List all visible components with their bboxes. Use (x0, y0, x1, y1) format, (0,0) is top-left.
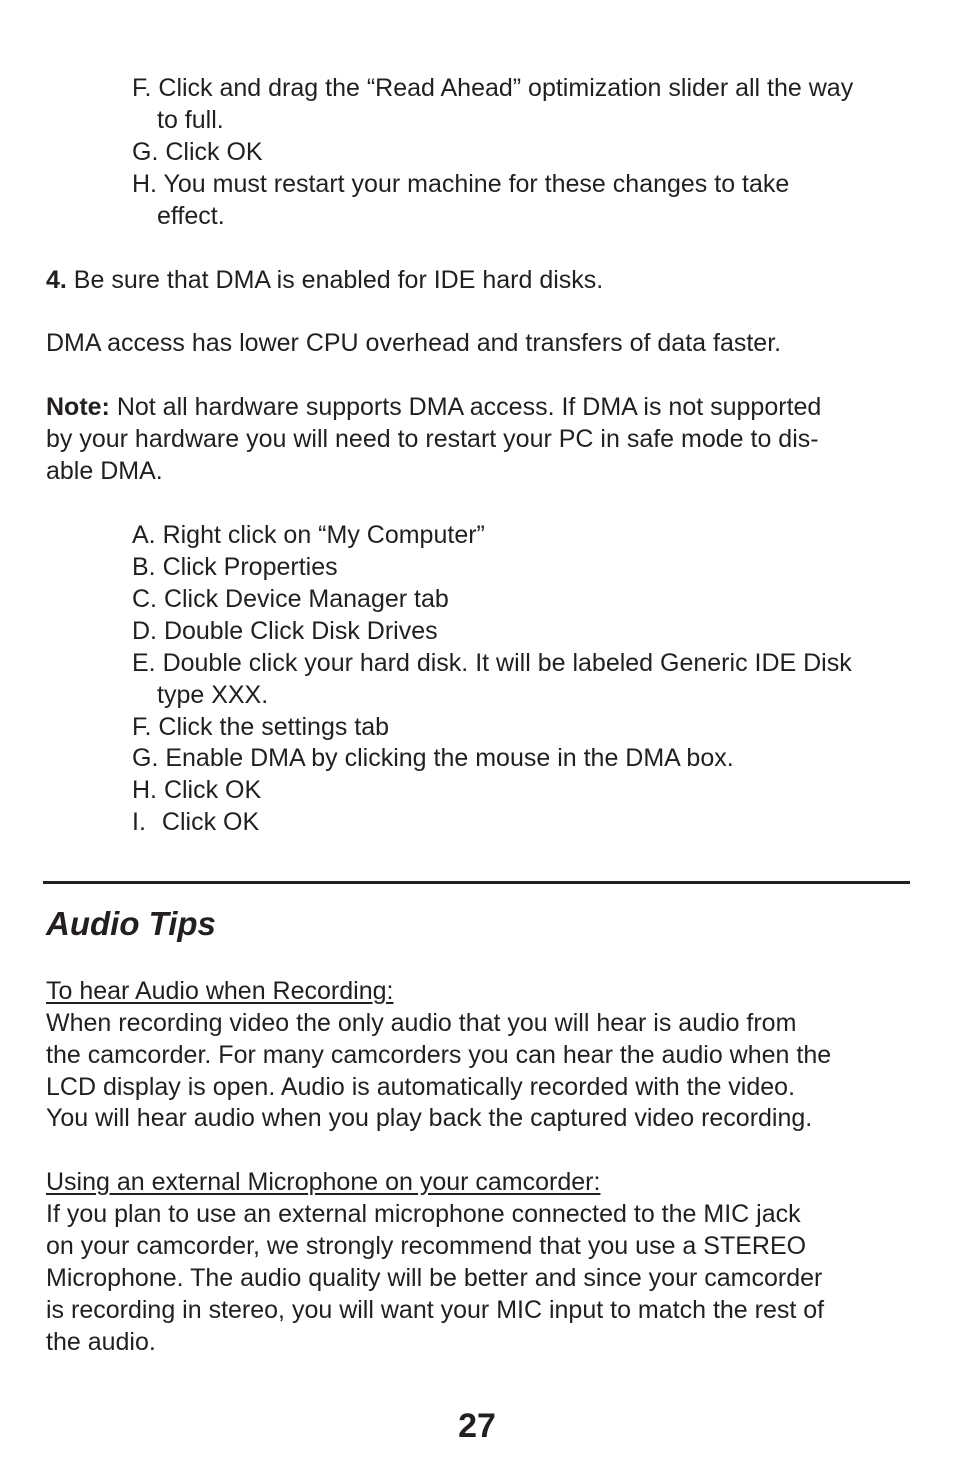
dma-step-e: E. Double click your hard disk. It will be labeled Generic IDE Disk (132, 649, 852, 677)
item-4-text: Be sure that DMA is enabled for IDE hard disks. (66, 266, 604, 294)
dma-step-e-continuation: type XXX. (157, 681, 269, 709)
audio-recording-heading: To hear Audio when Recording: (46, 977, 394, 1005)
section-divider (43, 881, 910, 884)
step-f-continuation: to full. (157, 106, 224, 134)
step-f-read-ahead: F. Click and drag the “Read Ahead” optimization slider all the way (132, 74, 854, 102)
audio-recording-line-3: LCD display is open. Audio is automatically recorded with the video. (46, 1073, 796, 1101)
external-mic-line-2: on your camcorder, we strongly recommend that you use a STEREO (46, 1232, 807, 1260)
dma-step-h: H. Click OK (132, 776, 262, 804)
step-h-continuation: effect. (157, 202, 225, 230)
dma-step-g: G. Enable DMA by clicking the mouse in the DMA box. (132, 744, 734, 772)
audio-recording-line-2: the camcorder. For many camcorders you can hear the audio when the (46, 1041, 832, 1069)
page-number: 27 (458, 1407, 496, 1445)
note-text-1: Not all hardware supports DMA access. If DMA is not supported (109, 393, 822, 421)
external-mic-line-5: the audio. (46, 1328, 156, 1356)
external-mic-line-1: If you plan to use an external microphone connected to the MIC jack (46, 1200, 801, 1228)
dma-step-a: A. Right click on “My Computer” (132, 521, 485, 549)
note-label: Note: (46, 393, 110, 421)
note-line-3: able DMA. (46, 457, 163, 485)
dma-step-b: B. Click Properties (132, 553, 338, 581)
audio-recording-line-1: When recording video the only audio that you will hear is audio from (46, 1009, 797, 1037)
step-g-click-ok: G. Click OK (132, 138, 263, 166)
external-mic-heading: Using an external Microphone on your camcorder: (46, 1168, 601, 1196)
note-line-1 (46, 391, 821, 423)
external-mic-line-4: is recording in stereo, you will want your MIC input to match the rest of (46, 1296, 825, 1324)
audio-recording-line-4: You will hear audio when you play back the captured video recording. (46, 1104, 813, 1132)
dma-step-f: F. Click the settings tab (132, 713, 390, 741)
item-4 (46, 264, 603, 296)
section-title: Audio Tips (46, 905, 216, 942)
dma-step-i-text: Click OK (161, 808, 260, 836)
step-h-restart: H. You must restart your machine for these changes to take (132, 170, 790, 198)
dma-step-i-letter: I. (132, 808, 146, 836)
dma-step-c: C. Click Device Manager tab (132, 585, 449, 613)
dma-step-d: D. Double Click Disk Drives (132, 617, 438, 645)
item-4-number: 4. (46, 266, 67, 294)
note-line-2: by your hardware you will need to restart your PC in safe mode to dis- (46, 425, 819, 453)
dma-paragraph: DMA access has lower CPU overhead and transfers of data faster. (46, 329, 782, 357)
dma-step-i (132, 806, 259, 838)
external-mic-line-3: Microphone. The audio quality will be better and since your camcorder (46, 1264, 823, 1292)
